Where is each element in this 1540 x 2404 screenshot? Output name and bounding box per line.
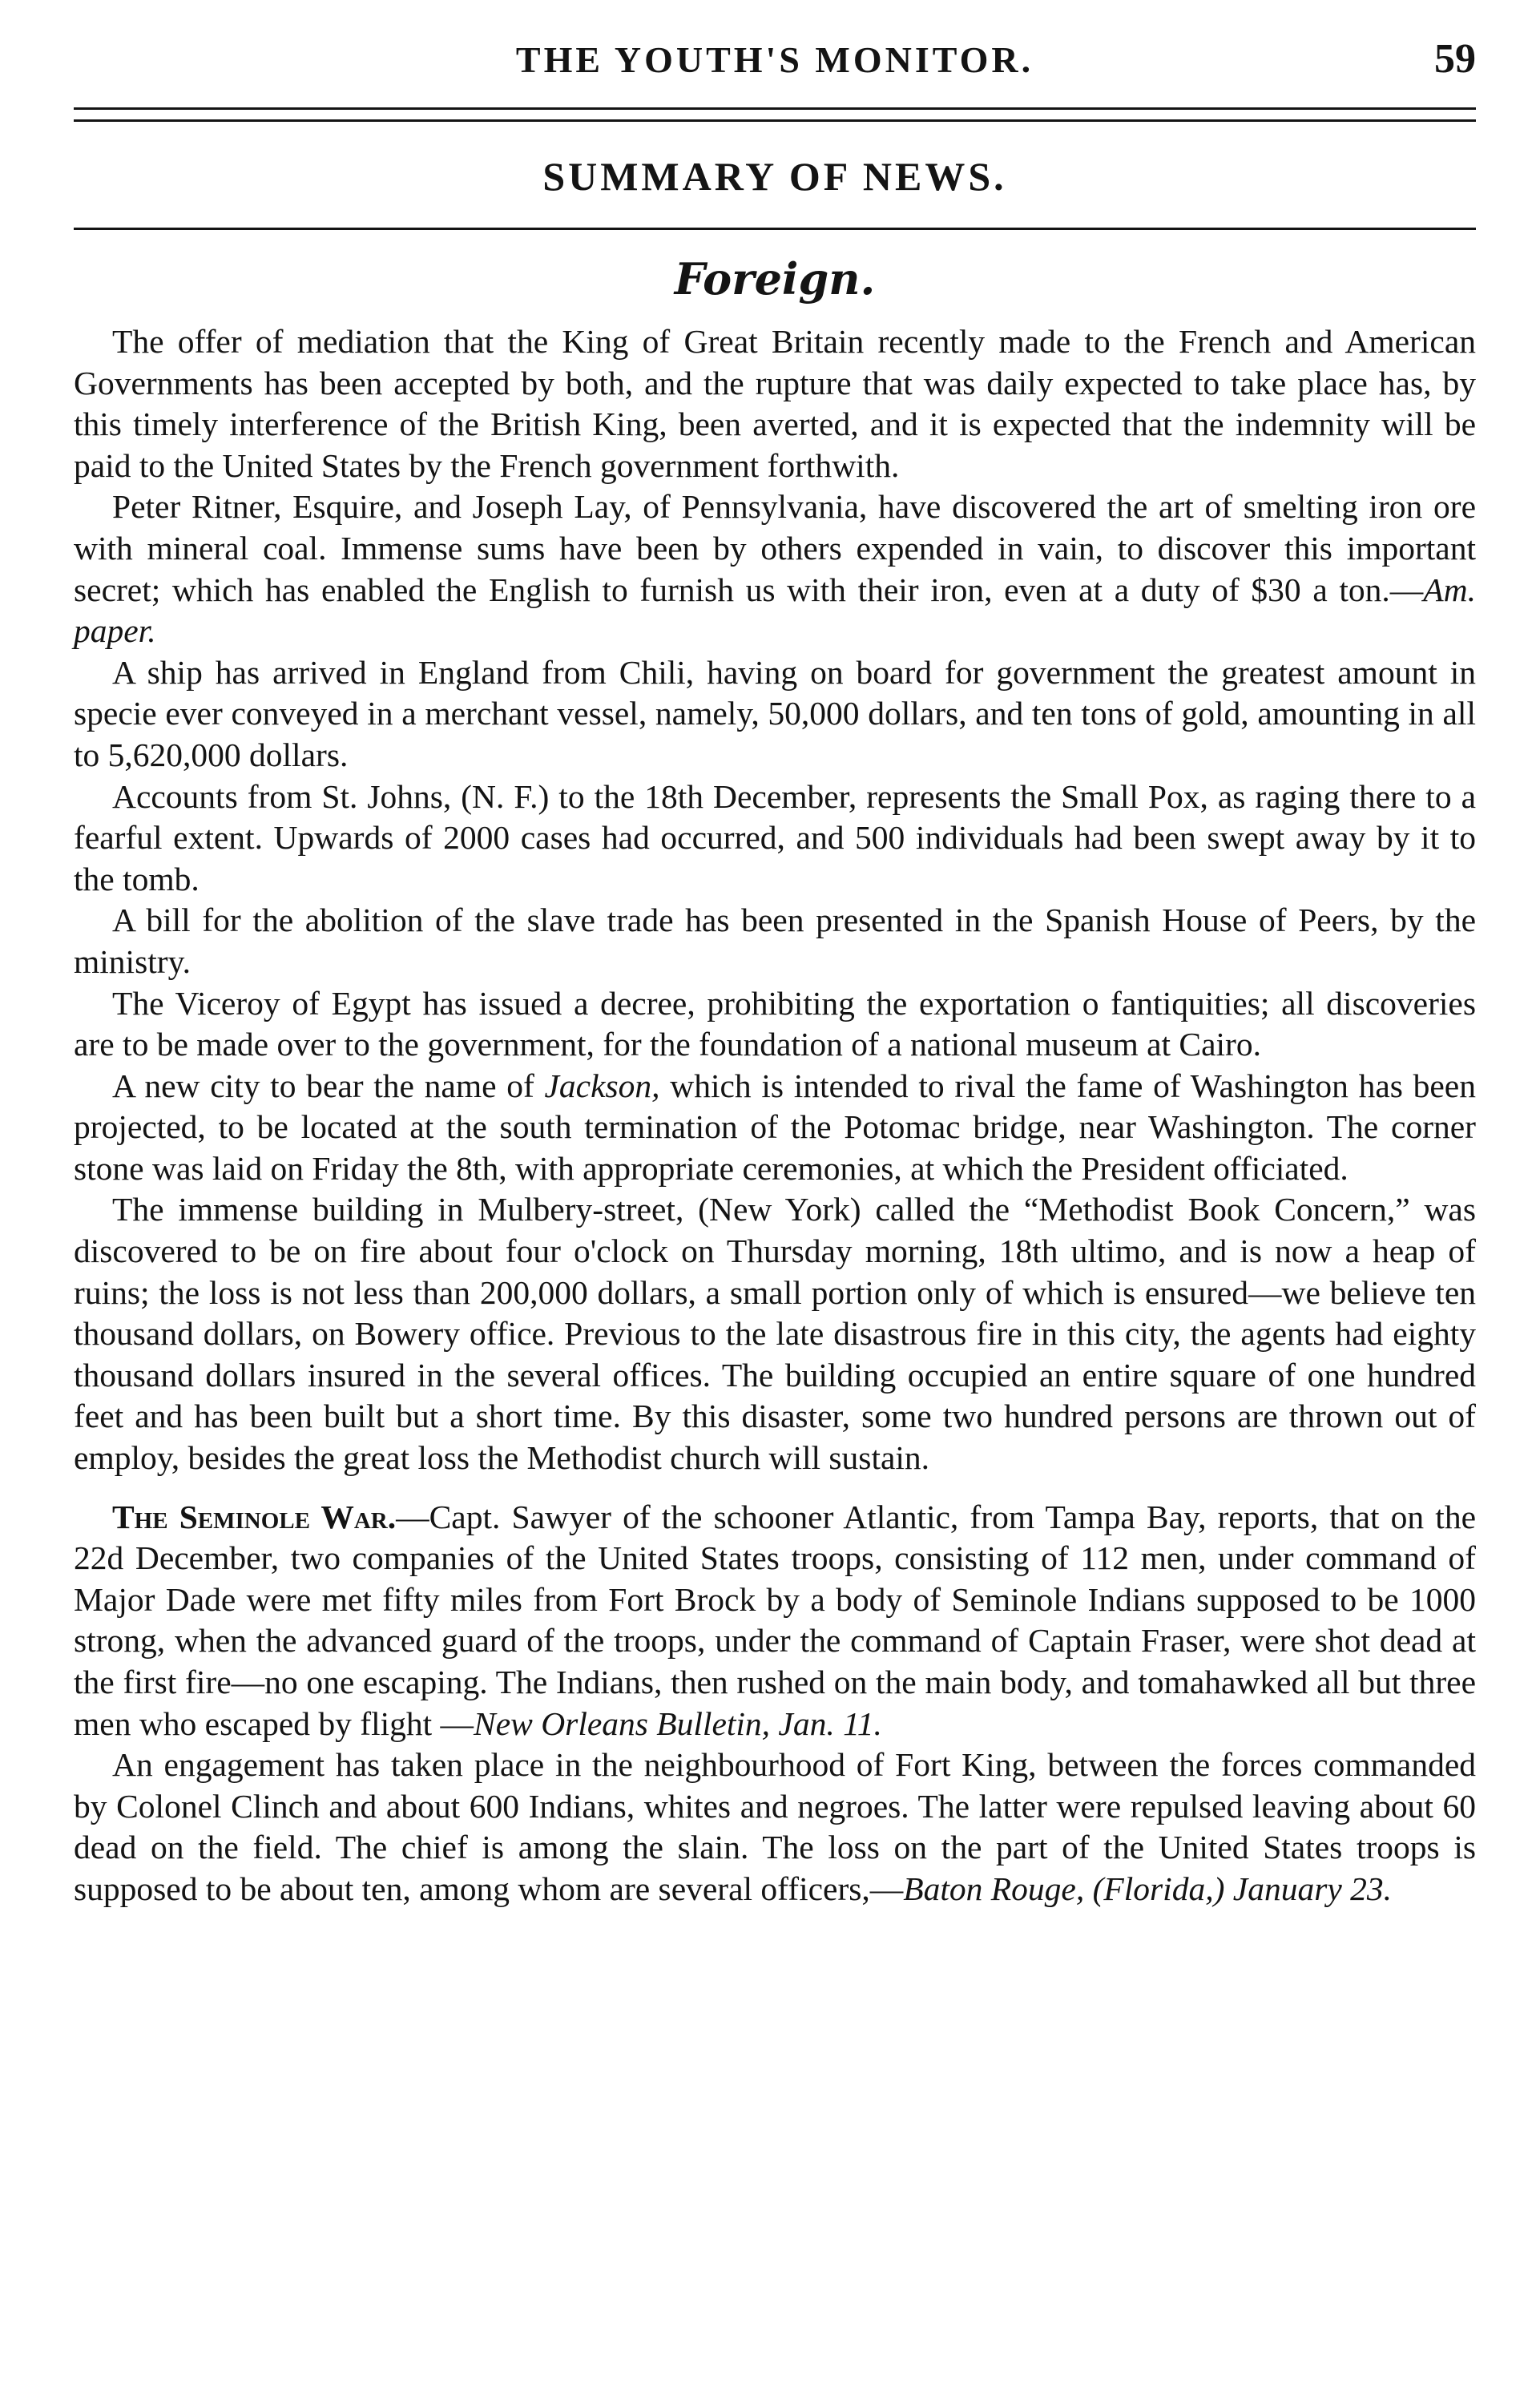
news-item-text: which is intended to rival the fame of Washington has been projected, to be located at the south termination of the Potomac bridge, near Washington. The corner stone was laid on Friday the 8th, with appropriate ceremonies, at which the President officiated.	[74, 1067, 1476, 1187]
news-item-text: The Viceroy of Egypt has issued a decree, prohibiting the exportation o fantiquities; all discoveries are to be made over to the government, for the foundation of a national museum at Cairo.	[74, 984, 1476, 1063]
news-item	[74, 1745, 1476, 1910]
news-item	[74, 321, 1476, 486]
news-item-text: —Capt. Sawyer of the schooner Atlantic, from Tampa Bay, reports, that on the 22d December, two companies of the United States troops, consisting of 112 men, under command of Major Dade were met fifty miles from Fort Brock by a body of Seminole Indians supposed to be 1000 strong, when the advanced guard of the troops, under the command of Captain Fraser, were shot dead at the first fire—no one escaping. The Indians, then rushed on the main body, and tomahawked all but three men who escaped by flight —	[74, 1498, 1476, 1742]
news-item	[74, 1066, 1476, 1190]
news-item-text: A ship has arrived in England from Chili, having on board for government the greatest amount in specie ever conveyed in a merchant vessel, namely, 50,000 dollars, and ten tons of gold, amounting in all to 5,620,000 dollars.	[74, 653, 1476, 773]
subsection-title: Foreign.	[674, 253, 876, 305]
page-header	[74, 32, 1476, 88]
news-item	[74, 486, 1476, 651]
news-item-emphasis: Jackson,	[544, 1067, 660, 1104]
news-item-text: The immense building in Mulbery-street, (New York) called the “Methodist Book Concern,” was discovered to be on fire about four o'clock on Thursday morning, 18th ultimo, and is now a heap of ruins; the loss is not less than 200,000 dollars, a small portion only of which is ensured—we believe ten thousand dollars, on Bowery office. Previous to the late disastrous fire in this city, the agents had eighty thousand dollars insured in the several offices. The building occupied an entire square of one hundred feet and has been built but a short time. By this disaster, some two hundred persons are thrown out of employ, besides the great loss the Methodist church will sustain.	[74, 1191, 1476, 1477]
news-item-text: A new city to bear the name of	[112, 1067, 545, 1104]
page-number: 59	[1434, 36, 1476, 82]
news-item-text: Accounts from St. Johns, (N. F.) to the 18th December, represents the Small Pox, as raging there to a fearful extent. Upwards of 2000 cases had occurred, and 500 individuals had been swept away by it to the tomb.	[74, 777, 1476, 897]
news-item-lead: The Seminole War.	[112, 1498, 397, 1535]
header-double-rule	[74, 107, 1476, 122]
news-item-source: Am. paper.	[74, 571, 1476, 650]
news-item-source: New Orleans Bulletin, Jan. 11.	[474, 1704, 882, 1742]
news-item	[74, 900, 1476, 982]
news-item	[74, 1189, 1476, 1478]
news-item	[74, 983, 1476, 1066]
news-item-text: Peter Ritner, Esquire, and Joseph Lay, of Pennsylvania, have discovered the art of smelting iron ore with mineral coal. Immense sums have been by others expended in vain, to discover this important secret; which has enabled the English to furnish us with their iron, even at a duty of $30 a ton.—	[74, 488, 1476, 608]
news-item	[74, 652, 1476, 776]
news-item-text: An engagement has taken place in the neighbourhood of Fort King, between the forces commanded by Colonel Clinch and about 600 Indians, whites and negroes. The latter were repulsed leaving about 60 dead on the field. The chief is among the slain. The loss on the part of the United States troops is supposed to be about ten, among whom are several officers,—	[74, 1746, 1476, 1907]
document-page	[74, 32, 1476, 1910]
news-item-source: Baton Rouge, (Florida,) January 23.	[903, 1870, 1393, 1907]
running-title: THE YOUTH'S MONITOR.	[515, 39, 1034, 80]
section-rule	[74, 228, 1476, 230]
news-item-text: A bill for the abolition of the slave trade has been presented in the Spanish House of Peers, by the ministry.	[74, 902, 1476, 980]
news-item	[74, 1497, 1476, 1745]
section-title: SUMMARY OF NEWS.	[542, 154, 1007, 199]
news-item	[74, 776, 1476, 901]
news-item-text: The offer of mediation that the King of Great Britain recently made to the French and American Governments has been accepted by both, and the rupture that was daily expected to take place has, by this timely interference of the British King, been averted, and it is expected that the indemnity will be paid to the United States by the French government forthwith.	[74, 323, 1476, 484]
